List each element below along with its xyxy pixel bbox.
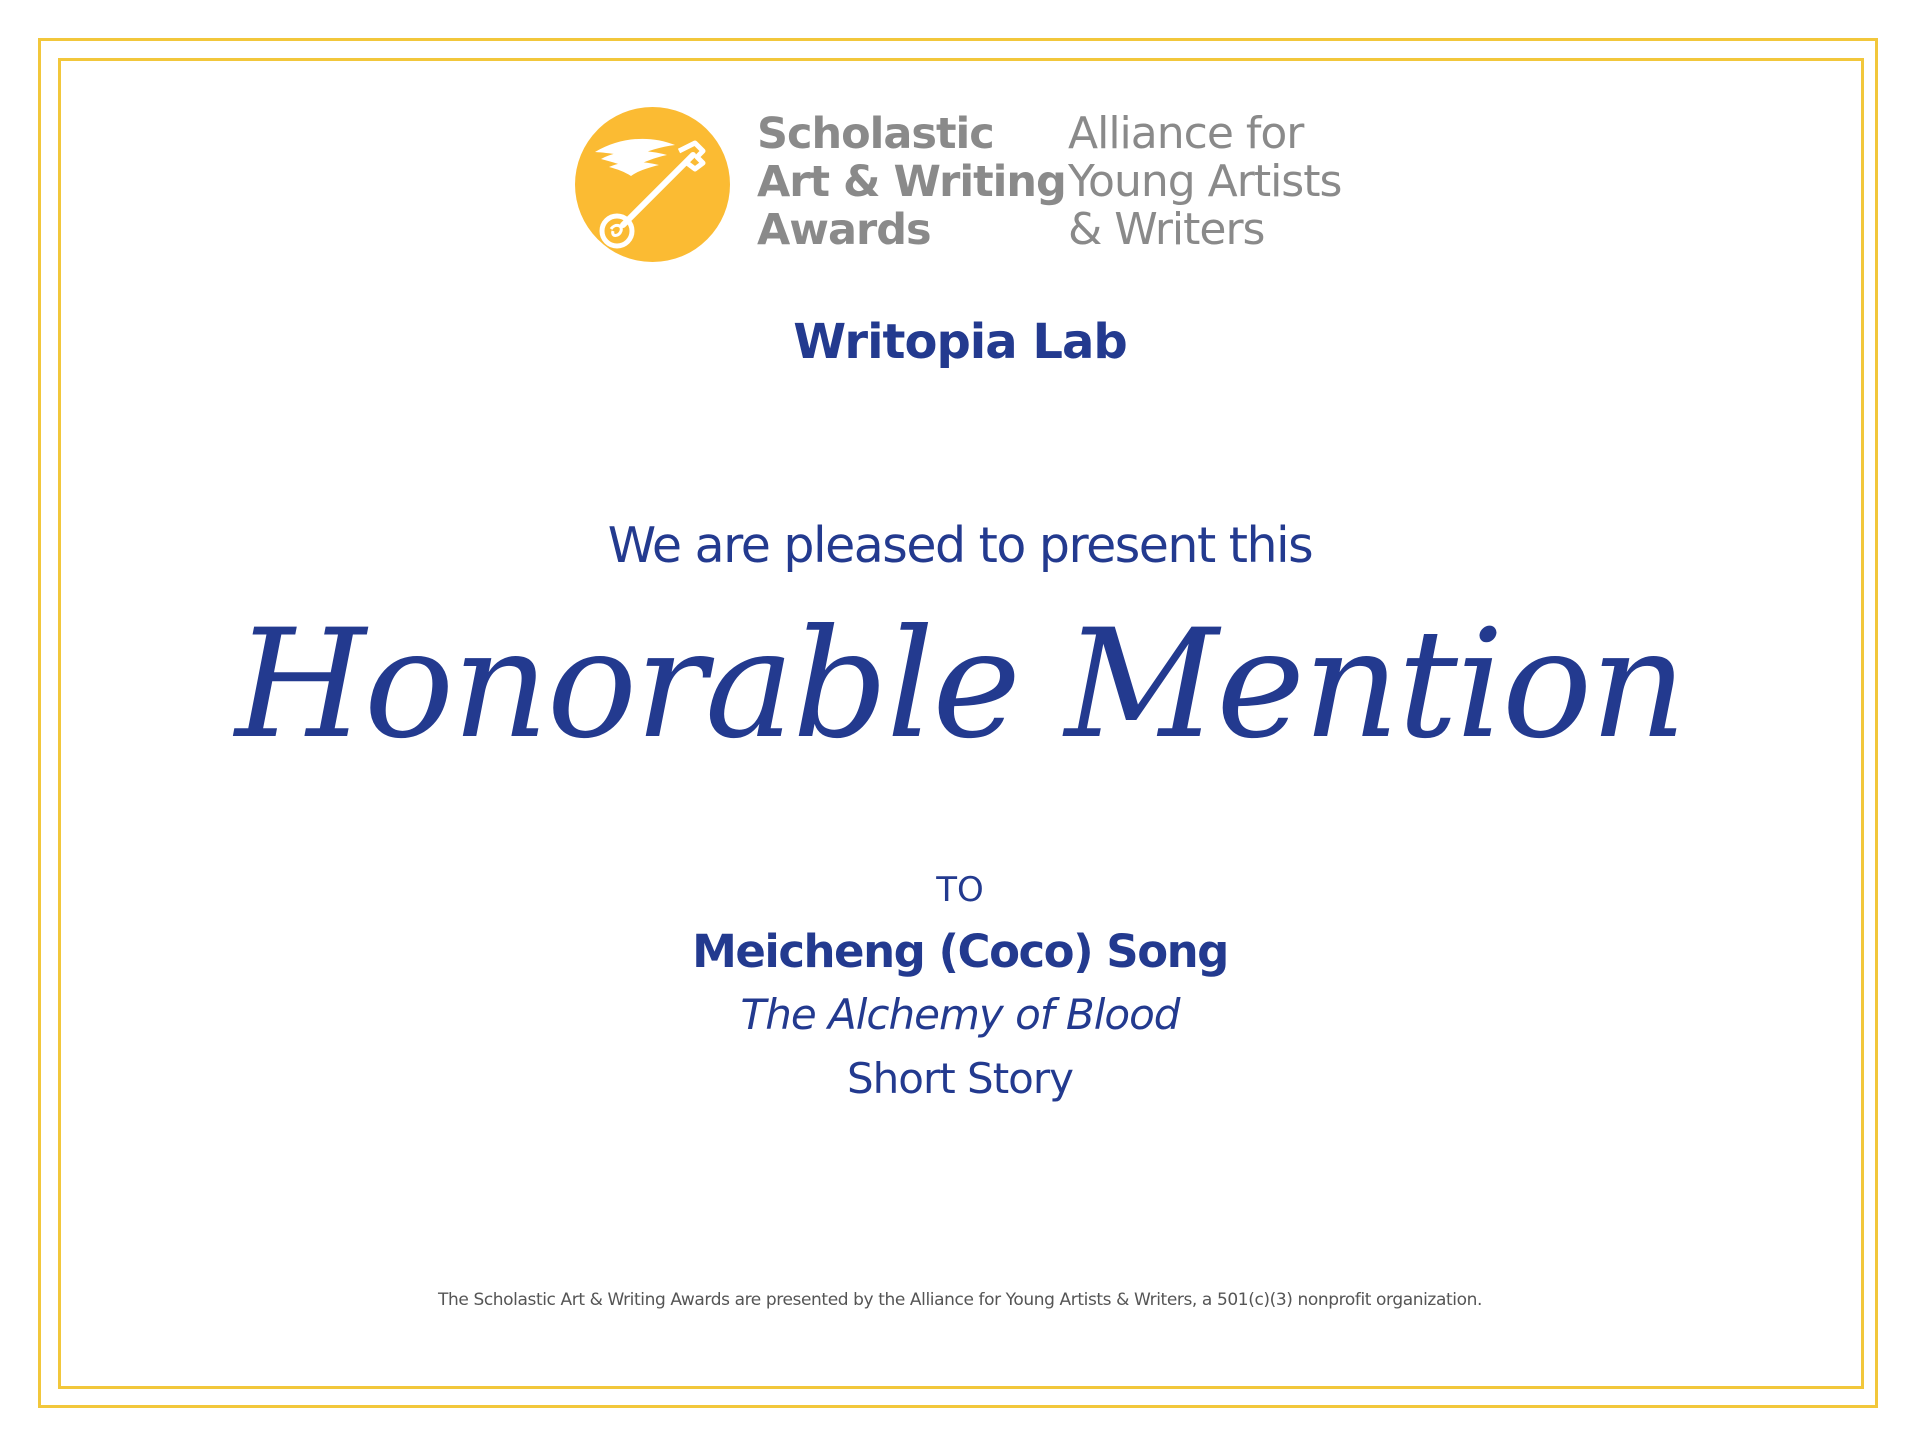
intro-text: We are pleased to present this: [607, 517, 1313, 574]
wordmark-line: & Writers: [1068, 204, 1265, 255]
wordmark-line: Alliance for: [1068, 108, 1304, 159]
footer-note: The Scholastic Art & Writing Awards are presented by the Alliance for Young Artists & Writers, a 501(c)(3) nonprofit organization.: [438, 1290, 1482, 1310]
wordmark-line: Scholastic: [757, 109, 994, 159]
sponsor-name: Writopia Lab: [793, 314, 1127, 370]
wordmark-line: Art & Writing: [757, 157, 1066, 207]
scholastic-awards-wordmark: [757, 110, 1066, 254]
work-title: The Alchemy of Blood: [740, 990, 1180, 1039]
winged-key-emblem-icon: [575, 107, 730, 262]
award-category: Short Story: [846, 1054, 1073, 1103]
wordmark-line: Awards: [757, 205, 931, 255]
alliance-wordmark: [1068, 110, 1341, 254]
recipient-name: Meicheng (Coco) Song: [692, 925, 1228, 978]
award-title: Honorable Mention: [235, 598, 1685, 772]
to-label: TO: [936, 870, 984, 910]
wordmark-line: Young Artists: [1068, 156, 1342, 207]
